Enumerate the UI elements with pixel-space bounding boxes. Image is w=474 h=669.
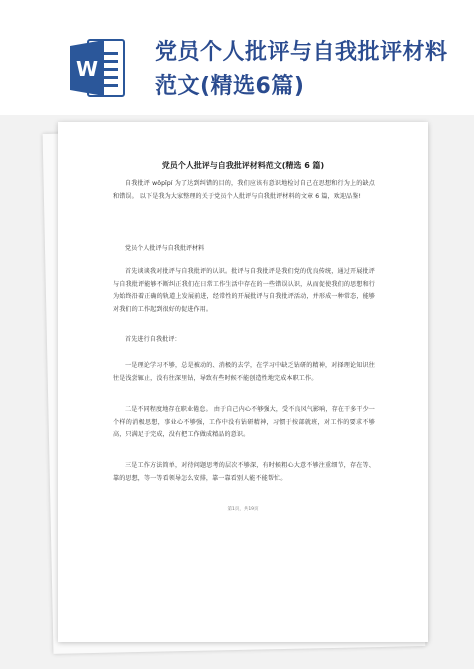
header-banner xyxy=(0,0,474,125)
paragraph-2: 首先进行自我批评： xyxy=(125,336,181,343)
paragraph-4: 二是不同程度地存在职业倦怠。 由于自己内心不够强大，受不良风气影响，存在干多干少一个样的消极思想，事业心不够强，工作中没有钻研精神，习惯于按部就班，对工作的要求不够高，只满足于完成，没有把工作做成精品的意识。 xyxy=(113,406,375,438)
paragraph-1: 首先谈谈我对批评与自我批评的认识。批评与自我批评是我们党的优良传统，通过开展批评与自我批评能够不断纠正我们在日常工作生活中存在的一些错误认识，从而促使我们的思想和行为始终沿着正确的轨道上发展前进，经常性的开展批评与自我批评活动，并形成一种常态，能够对我们的工作起到很好的促进作用。 xyxy=(113,268,375,313)
document-title: 党员个人批评与自我批评材料范文(精选 6 篇) xyxy=(161,161,325,170)
svg-text:W: W xyxy=(75,57,99,81)
section-heading: 党员个人批评与自我批评材料 xyxy=(125,245,205,252)
word-document-icon xyxy=(70,36,126,100)
page-title-line-2: 范文(精选6篇) xyxy=(155,74,305,99)
document-page xyxy=(58,122,428,642)
intro-paragraph: 自我批评 wǒpīpí 为了达到纠错的目的，我们应该有意识地检讨自己在思想和行为上的缺点和错误。 以下是我为大家整理的关于党员个人批评与自我批评材料的文章 6 篇，欢迎品鉴! xyxy=(113,180,375,200)
page-number: 第1页，共19页 xyxy=(227,507,259,512)
page-title-line-1: 党员个人批评与自我批评材料 xyxy=(155,40,448,65)
paragraph-5: 三是工作方法简单，对待问题思考的层次不够深，有时候粗心大意不够注重细节，存在等、靠的思想，等一等看领导怎么安排，靠一靠看别人能不能帮忙。 xyxy=(113,462,375,482)
paragraph-3: 一是理论学习不够，总是被动的、消极的去学，在学习中缺乏钻研的精神，对择理论知识往往是浅尝辄止，没有往深里钻，导致有些时候不能创造性地完成本职工作。 xyxy=(113,362,375,382)
